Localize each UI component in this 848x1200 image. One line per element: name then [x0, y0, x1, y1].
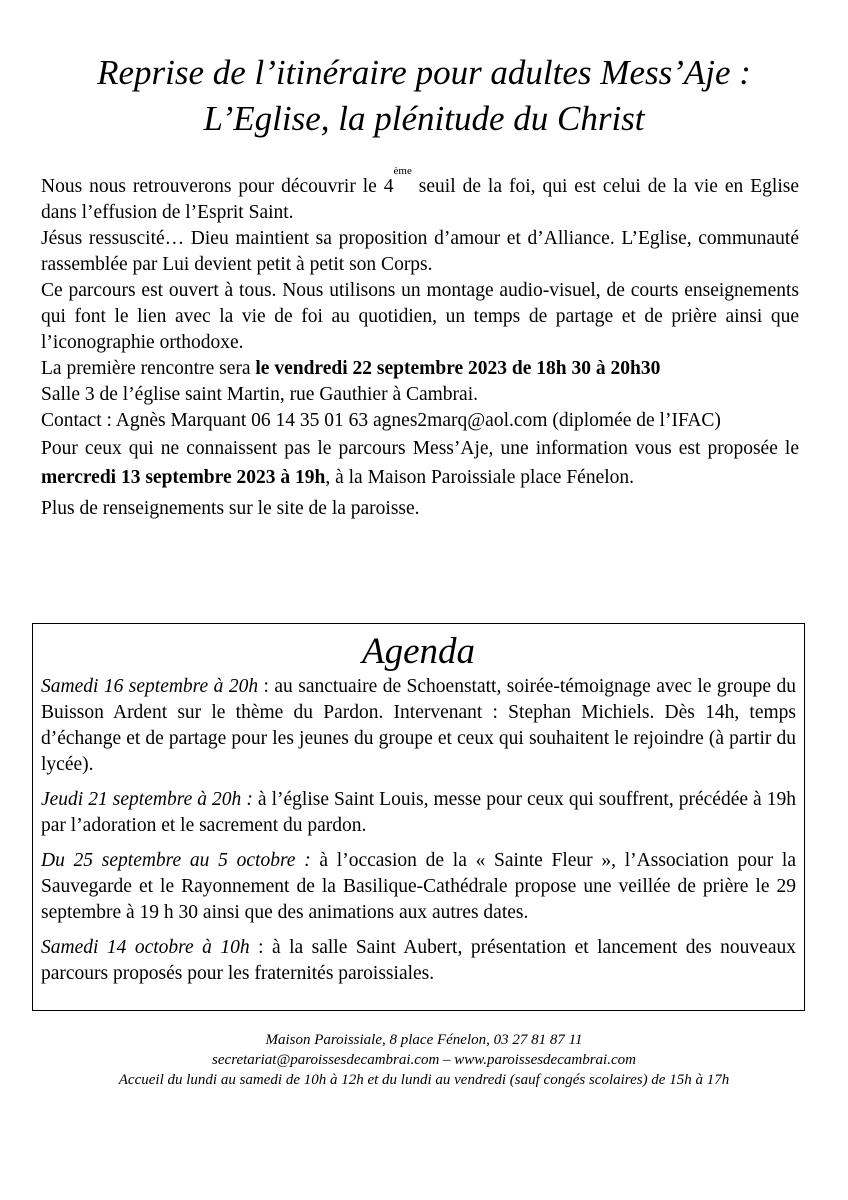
agenda-item-text: : au sanctuaire de Schoenstatt, soirée-témoignage avec le groupe du Buisson Ardent sur le thème du Pardon. Intervenant : Stephan Michiels. Dès 14h, temps d’échange et de partage pour les jeunes du groupe et ceux qui souhaitent le rejoindre (à partir du lycée). [41, 676, 796, 775]
agenda-box [32, 623, 805, 1011]
footer [0, 1030, 848, 1090]
ordinal-superscript: ème [393, 165, 412, 177]
title-line-1: Reprise de l’itinéraire pour adultes Mess’Aje : [97, 53, 751, 92]
more-info-line: Plus de renseignements sur le site de la paroisse. [41, 498, 420, 519]
agenda-item-text: : à la salle Saint Aubert, présentation et lancement des nouveaux parcours proposés pour les fraternités paroissiales. [41, 937, 796, 984]
agenda-item [41, 848, 796, 926]
footer-address: Maison Paroissiale, 8 place Fénelon, 03 27 81 87 11 [265, 1032, 583, 1048]
agenda-item [41, 787, 796, 839]
footer-hours: Accueil du lundi au samedi de 10h à 12h et du lundi au vendredi (sauf congés scolaires) de 15h à 17h [118, 1072, 730, 1088]
agenda-item-text: à l’église Saint Louis, messe pour ceux qui souffrent, précédée à 19h par l’adoration et le sacrement du pardon. [41, 789, 796, 836]
agenda-item [41, 674, 796, 778]
info-session-paragraph: Pour ceux qui ne connaissent pas le parcours Mess’Aje, une information vous est proposée le mercredi 13 septembre 2023 à 19h, à la Maison Paroissiale place Fénelon. [41, 438, 799, 488]
agenda-item [41, 935, 796, 987]
footer-contacts: secretariat@paroissesdecambrai.com – www.paroissesdecambrai.com [212, 1052, 636, 1068]
first-meeting-date: le vendredi 22 septembre 2023 de 18h 30 à 20h30 [255, 358, 661, 379]
agenda-item-text: à l’occasion de la « Sainte Fleur », l’Association pour la Sauvegarde et le Rayonnement de la Basilique-Cathédrale propose une veillée de prière le 29 septembre à 19 h 30 ainsi que des animations aux autres dates. [41, 850, 796, 923]
page-title [0, 50, 848, 142]
agenda-heading: Agenda [361, 631, 476, 672]
meeting-location: Salle 3 de l’église saint Martin, rue Gauthier à Cambrai. [41, 384, 478, 405]
title-line-2: L’Eglise, la plénitude du Christ [203, 99, 645, 138]
agenda-item-date: Samedi 14 octobre à 10h [41, 937, 250, 958]
first-meeting-line: La première rencontre sera le vendredi 22 septembre 2023 de 18h 30 à 20h30 [41, 358, 661, 379]
intro-section [41, 165, 799, 522]
agenda-item-date: Samedi 16 septembre à 20h [41, 676, 259, 697]
agenda-item-date: Du 25 septembre au 5 octobre : [41, 850, 311, 871]
intro-paragraph-3: Ce parcours est ouvert à tous. Nous utilisons un montage audio-visuel, de courts enseignements qui font le lien avec la vie de foi au quotidien, un temps de partage et de prière ainsi que l’iconographie orthodoxe. [41, 280, 799, 353]
intro-paragraph-2: Jésus ressuscité… Dieu maintient sa proposition d’amour et d’Alliance. L’Eglise, communauté rassemblée par Lui devient petit à petit son Corps. [41, 228, 799, 275]
intro-paragraph-1: Nous nous retrouverons pour découvrir le 4ème seuil de la foi, qui est celui de la vie en Eglise dans l’effusion de l’Esprit Saint. [41, 165, 799, 223]
info-session-date: mercredi 13 septembre 2023 à 19h [41, 467, 326, 488]
agenda-item-date: Jeudi 21 septembre à 20h : [41, 789, 253, 810]
contact-line: Contact : Agnès Marquant 06 14 35 01 63 agnes2marq@aol.com (diplomée de l’IFAC) [41, 410, 721, 431]
